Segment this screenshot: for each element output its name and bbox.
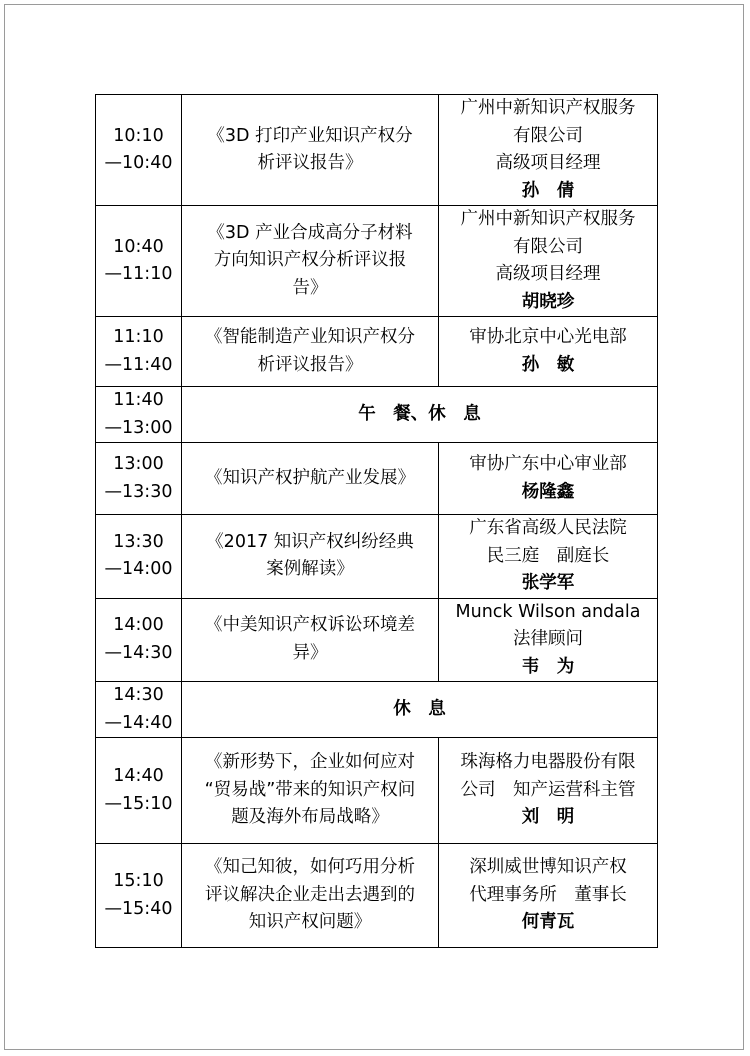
time-start: 14:30 bbox=[113, 685, 164, 705]
topic-cell bbox=[182, 844, 439, 948]
agenda-row bbox=[96, 515, 658, 599]
time-cell bbox=[96, 738, 182, 844]
time-end: —11:40 bbox=[104, 354, 173, 375]
time-start: 13:00 bbox=[113, 454, 164, 474]
topic-line: 《新形势下，企业如何应对 bbox=[205, 752, 415, 773]
org-line: 广州中新知识产权服务 bbox=[460, 209, 636, 229]
time-start: 14:40 bbox=[113, 766, 164, 786]
topic-line: 《中美知识产权诉讼环境差 bbox=[205, 615, 415, 636]
agenda-row bbox=[96, 95, 658, 206]
topic-line: 案例解读》 bbox=[266, 559, 354, 580]
time-start: 11:40 bbox=[113, 390, 164, 410]
topic-line: 《3D 打印产业知识产权分 bbox=[207, 125, 413, 146]
agenda-table bbox=[95, 94, 658, 948]
time-end: —15:10 bbox=[104, 793, 173, 814]
topic-cell bbox=[182, 738, 439, 844]
time-end: —13:30 bbox=[104, 481, 173, 502]
speaker-name: 张学军 bbox=[521, 573, 575, 593]
time-end: —10:40 bbox=[104, 153, 173, 173]
org-line: 民三庭 副庭长 bbox=[486, 545, 610, 566]
time-end: —13:00 bbox=[104, 417, 173, 438]
agenda-row-break bbox=[96, 387, 658, 443]
topic-cell bbox=[182, 95, 439, 206]
agenda-row bbox=[96, 443, 658, 515]
speaker-name: 孙 敏 bbox=[521, 354, 575, 375]
speaker-cell bbox=[439, 515, 658, 599]
speaker-cell bbox=[439, 95, 658, 206]
time-end: —14:40 bbox=[104, 712, 173, 733]
speaker-name: 韦 为 bbox=[521, 656, 575, 677]
time-cell bbox=[96, 206, 182, 317]
agenda-row bbox=[96, 317, 658, 387]
speaker-name: 何青瓦 bbox=[521, 912, 575, 933]
time-start: 14:00 bbox=[113, 615, 164, 636]
topic-line: 析评议报告》 bbox=[257, 354, 363, 375]
speaker-name: 胡晓珍 bbox=[521, 291, 575, 312]
org-line: 审协北京中心光电部 bbox=[469, 327, 627, 347]
agenda-row bbox=[96, 598, 658, 682]
time-start: 10:40 bbox=[113, 236, 164, 257]
topic-line: 评议解决企业走出去遇到的 bbox=[205, 884, 415, 905]
org-line: 有限公司 bbox=[513, 236, 583, 257]
agenda-row bbox=[96, 206, 658, 317]
org-line: 广州中新知识产权服务 bbox=[460, 98, 636, 118]
topic-cell bbox=[182, 598, 439, 682]
org-line: 深圳威世博知识产权 bbox=[469, 857, 627, 878]
speaker-cell bbox=[439, 317, 658, 387]
time-cell bbox=[96, 844, 182, 948]
topic-line: 知识产权问题》 bbox=[248, 912, 372, 933]
time-cell bbox=[96, 387, 182, 443]
org-line: 审协广东中心审业部 bbox=[469, 454, 627, 474]
time-cell bbox=[96, 443, 182, 515]
org-line: 珠海格力电器股份有限 bbox=[460, 752, 636, 773]
speaker-name: 刘 明 bbox=[521, 807, 575, 828]
topic-line: 《知识产权护航产业发展》 bbox=[205, 467, 415, 488]
time-cell bbox=[96, 317, 182, 387]
speaker-cell bbox=[439, 206, 658, 317]
time-start: 10:10 bbox=[113, 125, 164, 146]
topic-line: “贸易战”带来的知识产权问 bbox=[204, 779, 416, 800]
agenda-row-break bbox=[96, 682, 658, 738]
org-line: 高级项目经理 bbox=[495, 264, 601, 284]
topic-line: 题及海外布局战略》 bbox=[231, 807, 389, 828]
time-cell bbox=[96, 515, 182, 599]
org-line: Munck Wilson andala bbox=[455, 601, 641, 622]
speaker-cell bbox=[439, 598, 658, 682]
speaker-name: 杨隆鑫 bbox=[521, 481, 575, 502]
break-label: 午 餐、休 息 bbox=[182, 387, 658, 443]
time-cell bbox=[96, 682, 182, 738]
org-line: 法律顾问 bbox=[513, 629, 583, 649]
topic-cell bbox=[182, 206, 439, 317]
topic-line: 告》 bbox=[292, 277, 328, 298]
org-line: 公司 知产运营科主管 bbox=[460, 779, 636, 800]
topic-cell bbox=[182, 317, 439, 387]
break-label: 休 息 bbox=[182, 682, 658, 738]
topic-line: 《知己知彼，如何巧用分析 bbox=[205, 857, 415, 878]
topic-line: 《智能制造产业知识产权分 bbox=[205, 327, 415, 347]
time-end: —14:00 bbox=[104, 559, 173, 580]
org-line: 有限公司 bbox=[513, 125, 583, 146]
time-start: 15:10 bbox=[113, 871, 164, 891]
time-end: —11:10 bbox=[104, 264, 173, 284]
agenda-row bbox=[96, 738, 658, 844]
speaker-cell bbox=[439, 738, 658, 844]
time-start: 13:30 bbox=[113, 531, 164, 552]
speaker-cell bbox=[439, 844, 658, 948]
speaker-cell bbox=[439, 443, 658, 515]
time-cell bbox=[96, 598, 182, 682]
org-line: 代理事务所 董事长 bbox=[469, 884, 627, 905]
topic-line: 异》 bbox=[292, 642, 328, 663]
org-line: 广东省高级人民法院 bbox=[469, 518, 627, 538]
time-end: —14:30 bbox=[104, 642, 173, 663]
topic-line: 析评议报告》 bbox=[257, 153, 363, 173]
speaker-name: 孙 倩 bbox=[521, 180, 575, 201]
agenda-row bbox=[96, 844, 658, 948]
time-cell bbox=[96, 95, 182, 206]
topic-cell bbox=[182, 515, 439, 599]
topic-line: 方向知识产权分析评议报 bbox=[213, 250, 407, 271]
org-line: 高级项目经理 bbox=[495, 153, 601, 173]
topic-line: 《2017 知识产权纠纷经典 bbox=[206, 531, 414, 552]
topic-cell bbox=[182, 443, 439, 515]
time-start: 11:10 bbox=[113, 327, 164, 347]
time-end: —15:40 bbox=[104, 898, 173, 919]
topic-line: 《3D 产业合成高分子材料 bbox=[207, 222, 413, 243]
